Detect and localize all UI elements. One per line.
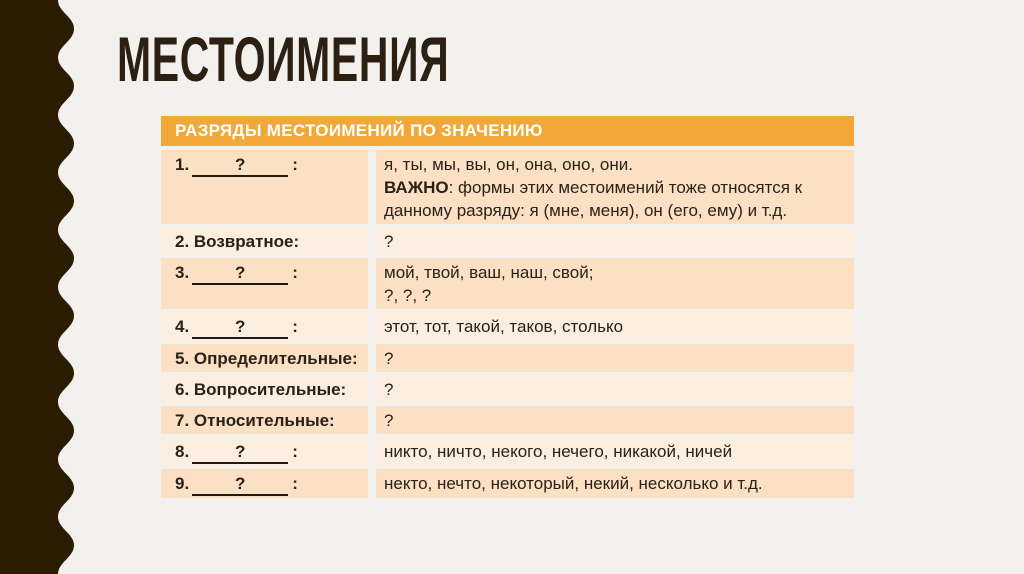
row-value-cell bbox=[376, 406, 854, 434]
note-label: ВАЖНО bbox=[384, 178, 449, 197]
row-category-cell bbox=[161, 258, 368, 309]
row-category-cell bbox=[161, 406, 368, 434]
table-row bbox=[161, 227, 854, 255]
wave-shape-svg bbox=[0, 0, 80, 574]
row-value-cell bbox=[376, 437, 854, 466]
row-value-cell bbox=[376, 312, 854, 341]
row-value-line: этот, тот, такой, таков, столько bbox=[384, 317, 624, 336]
row-colon: : bbox=[292, 155, 298, 174]
row-number: 8. bbox=[175, 442, 190, 461]
row-colon: : bbox=[292, 317, 298, 336]
table-row bbox=[161, 406, 854, 434]
row-category-cell bbox=[161, 227, 368, 255]
slide-title: МЕСТОИМЕНИЯ bbox=[117, 25, 450, 95]
row-value-cell bbox=[376, 344, 854, 372]
row-value-line: никто, ничто, некого, нечего, никакой, ничей bbox=[384, 442, 733, 461]
row-value-line: ? bbox=[384, 232, 394, 251]
blank-question-mark: ? bbox=[234, 317, 246, 336]
blank-line bbox=[192, 442, 288, 464]
row-value-line: я, ты, мы, вы, он, она, оно, они. bbox=[384, 155, 633, 174]
table-row bbox=[161, 344, 854, 372]
row-number: 3. bbox=[175, 263, 190, 282]
row-value-line: некто, нечто, некоторый, некий, несколько и т.д. bbox=[384, 474, 763, 493]
table-header: РАЗРЯДЫ МЕСТОИМЕНИЙ ПО ЗНАЧЕНИЮ bbox=[161, 116, 854, 146]
row-value-cell bbox=[376, 227, 854, 255]
row-category-cell bbox=[161, 344, 368, 372]
row-colon: : bbox=[292, 442, 298, 461]
row-number: 9. bbox=[175, 474, 190, 493]
row-category-cell bbox=[161, 437, 368, 466]
blank-line bbox=[192, 317, 288, 339]
row-label: 5. Определительные: bbox=[175, 349, 358, 368]
table-row bbox=[161, 258, 854, 309]
blank-line bbox=[192, 263, 288, 285]
row-label: 7. Относительные: bbox=[175, 411, 335, 430]
blank-line bbox=[192, 155, 288, 177]
row-category-cell bbox=[161, 375, 368, 403]
row-value-cell bbox=[376, 375, 854, 403]
wave-shape-decoration bbox=[0, 0, 80, 574]
table-row bbox=[161, 375, 854, 403]
blank-question-mark: ? bbox=[234, 442, 246, 461]
row-value-cell bbox=[376, 150, 854, 224]
note-text: : формы этих местоимений тоже относятся к данному разряду: я (мне, меня), он (его, ему) и т.д. bbox=[384, 178, 803, 220]
row-value-line: ?, ?, ? bbox=[384, 286, 432, 305]
pronoun-table bbox=[161, 116, 854, 501]
row-value-line: ? bbox=[384, 349, 394, 368]
row-category-cell bbox=[161, 469, 368, 498]
row-colon: : bbox=[292, 474, 298, 493]
row-number: 4. bbox=[175, 317, 190, 336]
row-value-line: ? bbox=[384, 380, 394, 399]
row-category-cell bbox=[161, 312, 368, 341]
row-value-cell bbox=[376, 258, 854, 309]
blank-question-mark: ? bbox=[234, 155, 246, 174]
row-label: 2. Возвратное: bbox=[175, 232, 300, 251]
blank-question-mark: ? bbox=[234, 263, 246, 282]
row-value-line: мой, твой, ваш, наш, свой; bbox=[384, 263, 594, 282]
row-value-cell bbox=[376, 469, 854, 498]
table-row bbox=[161, 437, 854, 466]
table-row bbox=[161, 312, 854, 341]
table-row bbox=[161, 469, 854, 498]
blank-line bbox=[192, 474, 288, 496]
row-note bbox=[384, 176, 844, 222]
blank-question-mark: ? bbox=[234, 474, 246, 493]
row-number: 1. bbox=[175, 155, 190, 174]
table-row bbox=[161, 150, 854, 224]
row-value-line: ? bbox=[384, 411, 394, 430]
row-label: 6. Вопросительные: bbox=[175, 380, 347, 399]
row-colon: : bbox=[292, 263, 298, 282]
row-category-cell bbox=[161, 150, 368, 224]
